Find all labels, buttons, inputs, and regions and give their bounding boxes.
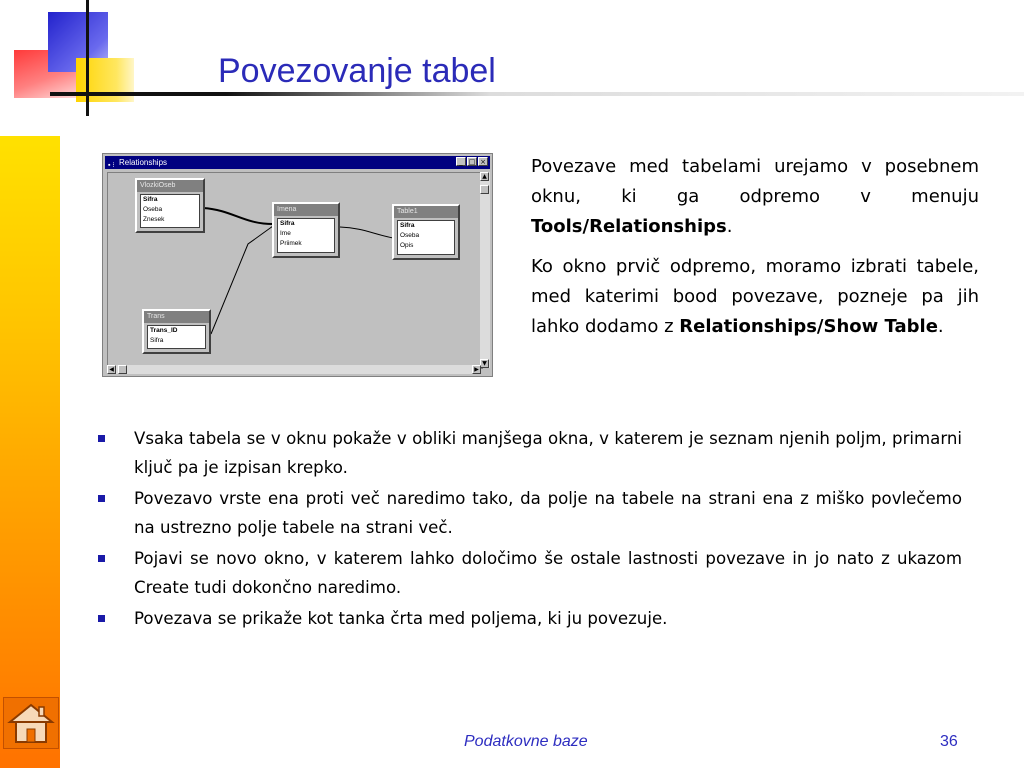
bullet-text: Vsaka tabela se v oknu pokaže v obliki manjšega okna, v katerem je seznam njenih poljm, primarni ključ pa je izpisan krepko. xyxy=(134,429,962,477)
bullet-item xyxy=(96,484,962,542)
home-button[interactable] xyxy=(3,697,59,749)
scroll-thumb[interactable] xyxy=(480,185,489,194)
intro-2-menu-path: Relationships/Show Table xyxy=(679,316,938,337)
bullet-square-icon xyxy=(98,555,105,562)
bullet-square-icon xyxy=(98,435,105,442)
window-system-icon: ▪ ⁝ xyxy=(108,162,115,169)
horizontal-scrollbar[interactable] xyxy=(107,365,481,374)
page-number: 36 xyxy=(940,733,958,750)
field[interactable]: Oseba xyxy=(400,232,420,239)
vertical-scrollbar[interactable] xyxy=(480,172,490,368)
relationships-window xyxy=(102,153,493,377)
relationships-titlebar xyxy=(105,156,490,169)
bullet-square-icon xyxy=(98,615,105,622)
bullet-text: Povezavo vrste ena proti več naredimo tako, da polje na tabele na strani ena z miško povlečemo na ustrezno polje tabele na strani več. xyxy=(134,489,962,537)
bullet-item xyxy=(96,424,962,482)
scroll-left-icon[interactable]: ◀ xyxy=(107,365,116,374)
table-trans[interactable] xyxy=(142,309,211,354)
bullet-text: Pojavi se novo okno, v katerem lahko določimo še ostale lastnosti povezave in jo nato z ukazom Create tudi dokončno naredimo. xyxy=(134,549,962,597)
title-underline-fade xyxy=(490,92,1024,96)
table-vlozkioseb[interactable] xyxy=(135,178,205,233)
intro-1-tail: . xyxy=(726,216,733,237)
field[interactable]: Priimek xyxy=(280,240,302,247)
field-primary-key[interactable]: Sifra xyxy=(400,222,415,229)
left-gradient-bar xyxy=(0,136,60,768)
field-list xyxy=(397,220,455,255)
maximize-button[interactable]: □ xyxy=(468,158,476,166)
scroll-up-icon[interactable]: ▲ xyxy=(480,172,489,181)
logo-vertical-line xyxy=(86,0,89,116)
field-primary-key[interactable]: Sifra xyxy=(280,220,295,227)
intro-paragraph-2 xyxy=(531,252,979,342)
bullet-square-icon xyxy=(98,495,105,502)
field-list xyxy=(277,218,335,253)
table-table1[interactable] xyxy=(392,204,460,260)
intro-1-menu-path: Tools/Relationships xyxy=(531,216,727,237)
scroll-down-icon[interactable]: ▼ xyxy=(480,359,489,368)
scroll-right-icon[interactable]: ▶ xyxy=(472,365,481,374)
intro-paragraph-1 xyxy=(531,152,979,242)
title-underline xyxy=(50,92,490,96)
slide-title: Povezovanje tabel xyxy=(218,52,496,90)
bullet-item xyxy=(96,544,962,602)
footer-course-name: Podatkovne baze xyxy=(464,733,588,750)
table-imena[interactable] xyxy=(272,202,340,258)
table-title: VlozkiOseb xyxy=(137,180,203,192)
close-button[interactable]: × xyxy=(478,157,488,166)
field[interactable]: Sifra xyxy=(150,337,164,344)
field-primary-key[interactable]: Sifra xyxy=(143,196,158,203)
field[interactable]: Ime xyxy=(280,230,291,237)
table-title: Imena xyxy=(274,204,338,216)
field[interactable]: Znesek xyxy=(143,216,165,223)
field-list xyxy=(147,325,206,349)
relationships-title: Relationships xyxy=(119,158,168,167)
field[interactable]: Oseba xyxy=(143,206,163,213)
intro-1-text: Povezave med tabelami urejamo v posebnem oknu, ki ga odpremo v menuju xyxy=(531,156,979,207)
intro-text xyxy=(531,152,979,352)
field-list xyxy=(140,194,200,228)
table-title: Table1 xyxy=(394,206,458,218)
minimize-button[interactable]: _ xyxy=(456,157,466,166)
bullet-item xyxy=(96,604,962,633)
scroll-thumb-horizontal[interactable] xyxy=(118,365,127,374)
bullet-text: Povezava se prikaže kot tanka črta med poljema, ki ju povezuje. xyxy=(134,609,668,628)
bullet-list xyxy=(96,424,962,635)
table-title: Trans xyxy=(144,311,209,323)
field-primary-key[interactable]: Trans_ID xyxy=(150,327,178,334)
home-icon xyxy=(4,698,58,748)
intro-2-text: Ko okno prvič odpremo, moramo izbrati tabele, med katerimi bood povezave, pozneje pa jih lahko dodamo z xyxy=(531,256,979,337)
field[interactable]: Opis xyxy=(400,242,414,249)
intro-2-tail: . xyxy=(937,316,944,337)
